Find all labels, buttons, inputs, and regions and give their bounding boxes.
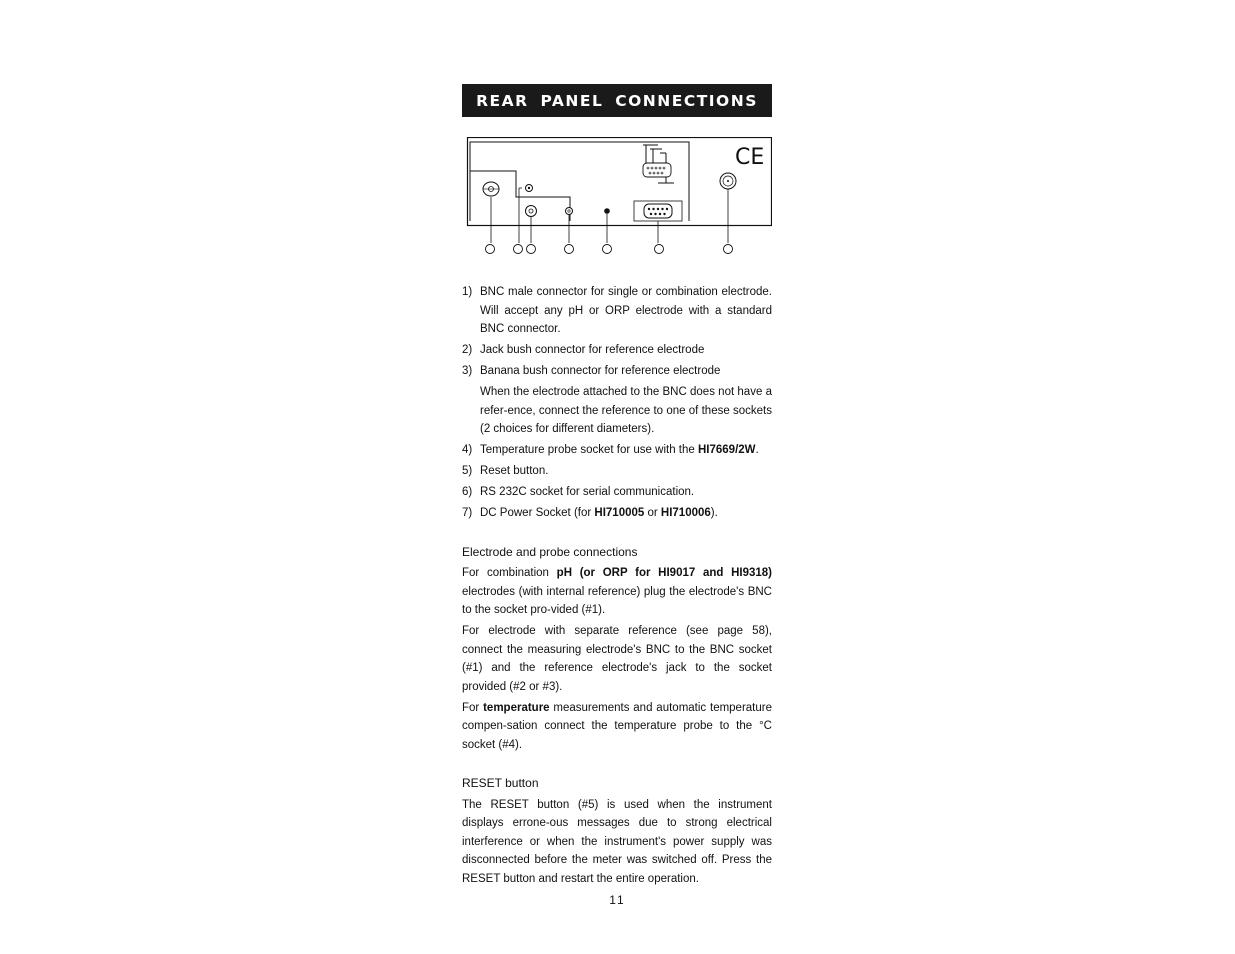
list-item: 4) Temperature probe socket for use with the HI7669/2W. (462, 444, 759, 456)
callout-5 (603, 245, 612, 254)
connection-list (462, 283, 772, 381)
electrode-paragraph-2: For electrode with separate reference (see page 58), connect the measuring electrode's BNC to the BNC socket (#1) and the reference electrode's jack to the socket provided (#2 or #3). (462, 625, 772, 693)
callout-2 (514, 245, 523, 254)
list-item: 7) DC Power Socket (for HI710005 or HI710006). (462, 507, 718, 519)
bnc-connector-icon (483, 182, 499, 196)
rear-panel-diagram (462, 137, 772, 277)
list-item: 6) RS 232C socket for serial communication. (462, 486, 695, 498)
list-item: 3) Banana bush connector for reference electrode (462, 365, 721, 377)
electrode-paragraph-1: For combination pH (or ORP for HI9017 and HI9318) electrodes (with internal reference) plug the electrode's BNC to the socket pro-vided (#1). (462, 567, 773, 616)
connection-list-continued (462, 441, 772, 523)
callout-7 (724, 245, 733, 254)
section-title-bar (462, 84, 772, 117)
callout-3 (527, 245, 536, 254)
body-text (462, 283, 772, 888)
reset-button-icon (604, 208, 610, 214)
callout-4 (565, 245, 574, 254)
panel-step-line (470, 171, 570, 221)
list-item: 5) Reset button. (462, 465, 549, 477)
reset-section-heading: RESET button (462, 776, 539, 790)
reference-note: When the electrode attached to the BNC does not have a refer-ence, connect the reference to one of these sockets (2 choices for different diameters). (480, 386, 772, 435)
dc-power-socket-icon (720, 173, 736, 189)
ce-mark: CE (735, 145, 765, 170)
electrode-section-heading: Electrode and probe connections (462, 544, 638, 559)
temperature-socket-icon (566, 208, 573, 215)
banana-socket-icon (526, 206, 537, 217)
callout-circles (486, 245, 733, 254)
callout-6 (655, 245, 664, 254)
rear-panel-drawing (462, 137, 772, 277)
page-number: 11 (609, 893, 626, 907)
content-column (462, 84, 772, 891)
jack-socket-icon (526, 185, 533, 192)
list-item: 1) BNC male connector for single or combination electrode. Will accept any pH or ORP electrode with a standard BNC connector. (462, 286, 772, 335)
list-item: 2) Jack bush connector for reference electrode (462, 344, 705, 356)
electrode-paragraph-3: For temperature measurements and automatic temperature compen-sation connect the temperature probe to the °C socket (#4). (462, 701, 772, 751)
serial-port-symbol-icon (643, 145, 674, 183)
rs232-socket-icon (634, 201, 682, 221)
page-title: REAR PANEL CONNECTIONS (476, 91, 758, 110)
callout-1 (486, 245, 495, 254)
callout-leader-lines (491, 188, 728, 243)
reset-paragraph: The RESET button (#5) is used when the instrument displays errone-ous messages due to strong electrical interference or when the instrument's power supply was disconnected before the meter was switched off. Press the RESET button and restart the entire operation. (462, 798, 772, 885)
